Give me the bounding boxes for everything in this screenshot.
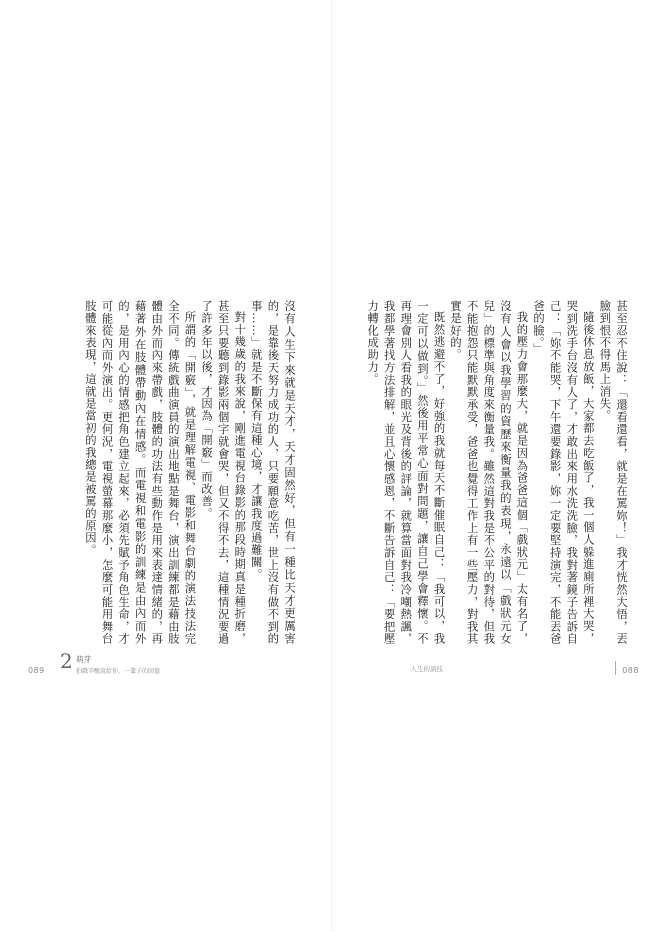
left-page-number: 089 [28, 666, 45, 675]
footer-divider [615, 661, 616, 675]
book-gutter [331, 0, 332, 932]
right-page [332, 0, 663, 932]
left-paragraph-1: 沒有人生下來就是天才，天才固然好，但有一種比天才更厲害的，是靠後天努力成功的人，只要願意吃苦，世上沒有做不到的事……」就是不斷保有這種心境，才讓我度過難關。 [249, 300, 296, 645]
chapter-title: 萌芽 [76, 655, 91, 664]
left-page [0, 0, 331, 932]
left-page-body [35, 300, 297, 645]
right-paragraph-3: 我的壓力會那麼大，就是因為爸爸這個「戲狀元」太有名了，沒有人會以我學習的資歷來衡量我的表現，永遠以「戲狀元女兒」的標準與角度來衡量我。雖然這對我是不公平的對待，但我不能抱怨只能默默承受，爸爸也覺得工作上有一些壓力，對我其實是好的。 [449, 300, 529, 645]
left-paragraph-2: 對十幾歲的我來說，剛進電視台錄影的那段時期真是種折磨，甚至只要聽到錄影兩個字就會哭，但又不得不去，這種情況要過了許多年以後，才因為「開竅」而改善。 [200, 300, 247, 645]
right-paragraph-4: 既然逃避不了，好強的我就每天不斷催眠自己：「我可以，我一定可以做到。」然後用平常心面對問題，讓自己學會釋懷。不再理會別人看我的眼光及背後的評論，就算當面對我冷嘲熱諷，我都學著找方法排解，並且心懷感恩，不斷告訴自己：「要把壓力轉化成助力。 [366, 300, 446, 645]
right-page-number: 088 [622, 666, 639, 675]
right-paragraph-1: 甚至忍不住說：「還看還看，就是在罵妳！」我才恍然大悟，丟臉到恨不得馬上消失。 [598, 300, 628, 645]
chapter-subtitle: 拍戲辛酸說給你，一輩子的回憶 [76, 668, 161, 675]
chapter-number: 2 [60, 649, 73, 673]
right-page-body [366, 300, 629, 645]
running-head: 人生的演技 [410, 665, 443, 673]
right-paragraph-2: 隨後休息放飯，大家都去吃飯了，我一個人躲進廁所裡大哭，哭到洗手台沒有人了，才敢出來用水洗洗臉，我對著鏡子告訴自己：「妳不能哭，下午還要錄影，妳一定要堅持演完，不能丟爸爸的臉。」 [532, 300, 595, 645]
left-paragraph-3: 所謂的「開竅」，就是理解電視、電影和舞台劇的演法技法完全不同。傳統戲曲演員的演出地點是舞台，演出訓練都是藉由肢體由外而內來帶戲，肢體的功法有些動作是用來表達情緒的，再藉著外在肢體帶動內在情感。而電視和電影的訓練是由內而外的，是用內心的情感把角色建立起來，必須先賦予角色生命，才可能從內而外演出。更何況，電視螢幕那麼小，怎麼可能用舞台肢體來表現，這就是當初的我總是被罵的原因。 [83, 300, 197, 645]
